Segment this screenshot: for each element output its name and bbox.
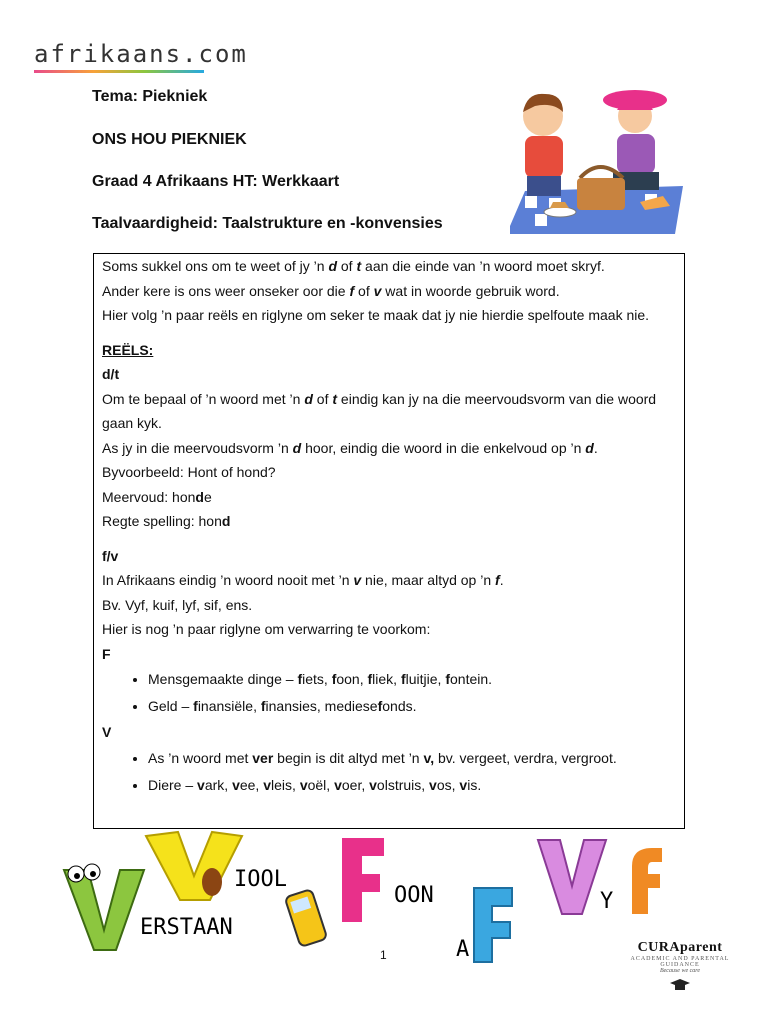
dt-example: Byvoorbeeld: Hont of hond? xyxy=(102,464,276,480)
intro-line-2: Ander kere is ons weer onseker oor die f of v wat in woorde gebruik word. xyxy=(102,282,560,299)
curaparent-logo xyxy=(630,940,730,992)
v-list xyxy=(102,745,676,798)
a-letter: A xyxy=(456,937,470,962)
f-list xyxy=(102,666,676,719)
y-letter: Y xyxy=(600,889,614,914)
decorative-letters xyxy=(60,830,720,1010)
dt-heading: d/t xyxy=(102,366,120,382)
verstaan-text: ERSTAAN xyxy=(140,915,233,940)
title-heading: ONS HOU PIEKNIEK xyxy=(92,131,247,148)
blue-f-letter xyxy=(474,888,512,962)
graduation-cap-icon xyxy=(669,978,691,992)
yellow-v-letter xyxy=(146,832,242,900)
dt-paragraph-1: Om te bepaal of ’n woord met ’n d of t eindig kan jy na die meervoudsvorm van die woord gaan kyk. xyxy=(102,390,657,431)
skill-heading: Taalvaardigheid: Taalstrukture en -konvensies xyxy=(92,215,443,232)
fv-paragraph-1: In Afrikaans eindig ’n woord nooit met ’n v nie, maar altyd op ’n f. xyxy=(102,572,504,588)
site-logo: afrikaans.com xyxy=(34,40,248,68)
dt-plural: Meervoud: honde xyxy=(102,488,212,505)
v-subheading: V xyxy=(102,724,112,740)
brand-subtitle: ACADEMIC AND PARENTAL GUIDANCE xyxy=(630,956,730,968)
orange-f-letter xyxy=(632,848,662,914)
dt-paragraph-2: As jy in die meervoudsvorm ’n d hoor, eindig die woord in die enkelvoud op ’n d. xyxy=(102,439,598,456)
fv-examples: Bv. Vyf, kuif, lyf, sif, ens. xyxy=(102,596,253,613)
brand-name: CURAparent xyxy=(637,940,723,955)
f-subheading: F xyxy=(102,645,111,662)
list-item: • As ’n woord met ver begin is dit altyd met ’n v, bv. vergeet, verdra, vergroot. xyxy=(148,745,676,771)
viool-text: IOOL xyxy=(234,867,287,892)
brand-tagline: Because we care xyxy=(659,968,701,974)
grade-heading: Graad 4 Afrikaans HT: Werkkaart xyxy=(92,173,340,190)
page-number: 1 xyxy=(380,948,387,962)
foon-text: OON xyxy=(394,883,434,908)
pink-f-letter xyxy=(342,838,384,922)
list-item: • Diere – vark, vee, vleis, voël, voer, volstruis, vos, vis. xyxy=(148,772,676,798)
picnic-kids-illustration xyxy=(505,86,685,234)
dt-correct: Regte spelling: hond xyxy=(102,513,231,529)
violin-icon xyxy=(202,868,222,896)
intro-line-1: Soms sukkel ons om te weet of jy ’n d of t aan die einde van ’n woord moet skryf. xyxy=(102,258,605,274)
theme-heading: Tema: Piekniek xyxy=(92,88,208,105)
rules-box xyxy=(93,253,685,829)
fv-guide: Hier is nog ’n paar riglyne om verwarring te voorkom: xyxy=(102,621,431,637)
violet-v-letter xyxy=(538,840,606,914)
rules-heading: REËLS: xyxy=(102,341,154,358)
fv-heading: f/v xyxy=(102,547,119,564)
intro-line-3: Hier volg ’n paar reëls en riglyne om seker te maak dat jy nie hierdie spelfoute maak nie. xyxy=(102,307,650,323)
list-item: • Mensgemaakte dinge – fiets, foon, fliek, fluitjie, fontein. xyxy=(148,666,676,692)
logo-color-bar xyxy=(34,70,204,73)
list-item: • Geld – finansiële, finansies, mediesefonds. xyxy=(148,693,676,719)
